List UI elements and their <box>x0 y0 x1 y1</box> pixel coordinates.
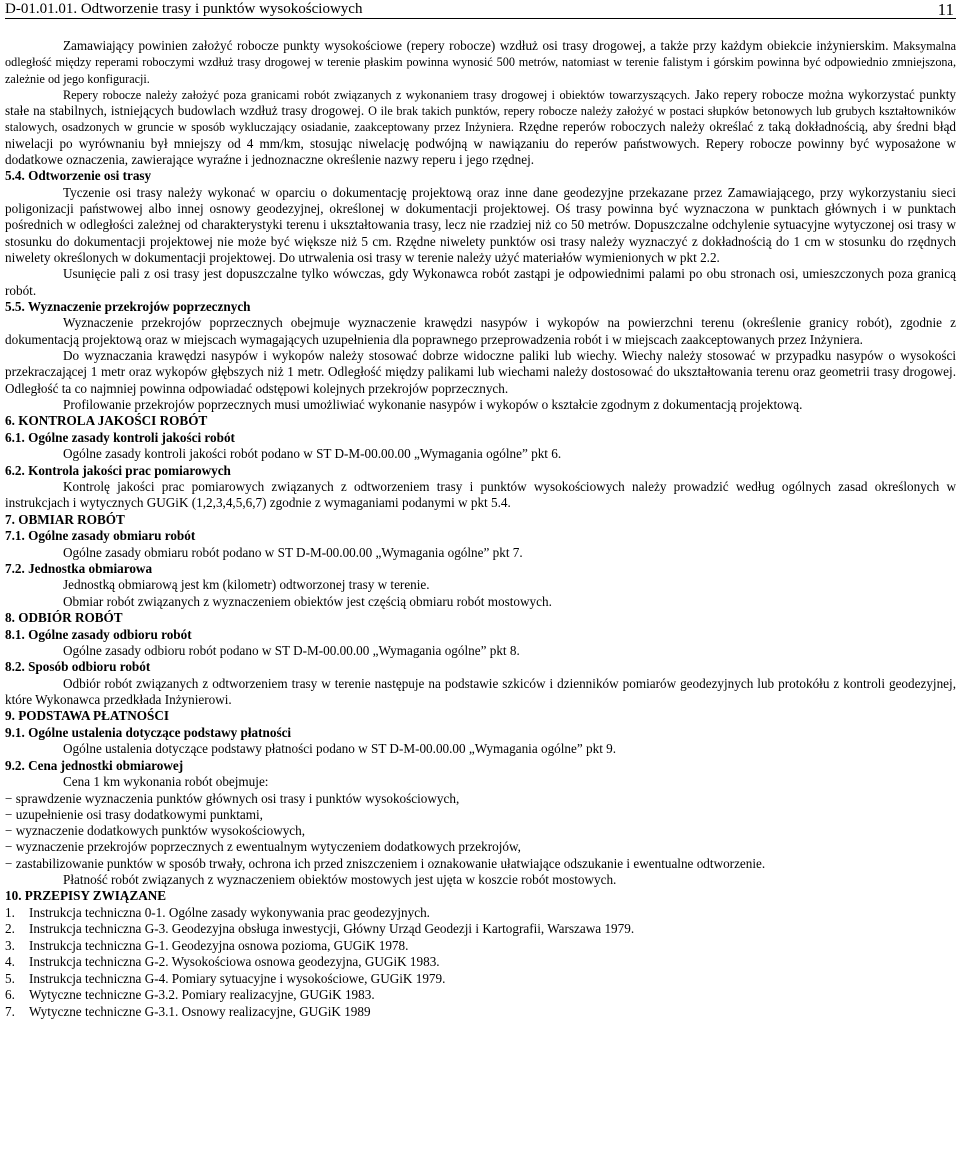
header-title: D-01.01.01. Odtworzenie trasy i punktów wysokościowych <box>5 1 363 17</box>
subsection-heading: 6.2. Kontrola jakości prac pomiarowych <box>5 462 231 478</box>
subsection-heading: 8.1. Ogólne zasady odbioru robót <box>5 626 192 642</box>
subsection-heading: 9.2. Cena jednostki obmiarowej <box>5 757 184 773</box>
paragraph: Płatność robót związanych z wyznaczeniem obiektów mostowych jest ujęta w koszcie robót mostowych. <box>63 871 617 887</box>
page-header <box>5 1 956 19</box>
paragraph: Repery robocze należy założyć poza granicami robót związanych z wykonaniem trasy drogowej i obiektów towarzyszących. Jako repery robocze można wykorzystać punkty stałe na stabilnych, istniejących budowlach wzdłuż trasy drogowej. O ile brak takich punktów, repery robocze należy założyć w postaci słupków betonowych lub grubych kształtowników stalowych, osadzonych w gruncie w sposób wykluczający osiadanie, zaakceptowany przez Inżyniera. Rzędne reperów roboczych należy określać z taką dokładnością, aby średni błąd niwelacji po wyrównaniu był mniejszy od 4 mm/km, stosując niwelację podwójną w nawiązaniu do reperów państwowych. Repery robocze powinny być wyposażone w dodatkowe oznaczenia, zawierające wyraźne i jednoznaczne określenie nazwy reperu i jego rzędnej. <box>5 86 957 168</box>
paragraph: Cena 1 km wykonania robót obejmuje: <box>63 774 269 790</box>
subsection-heading: 7.1. Ogólne zasady obmiaru robót <box>5 528 196 544</box>
section-heading: 7. OBMIAR ROBÓT <box>5 511 125 527</box>
section-heading: 8. ODBIÓR ROBÓT <box>5 610 123 626</box>
subsection-heading: 8.2. Sposób odbioru robót <box>5 659 151 675</box>
paragraph: Usunięcie pali z osi trasy jest dopuszczalne tylko wówczas, gdy Wykonawca robót zastąpi je odpowiednimi palami po obu stronach osi, umieszczonych poza granicą robót. <box>5 266 956 298</box>
reference-item: 3. Instrukcja techniczna G-1. Geodezyjna osnowa pozioma, GUGiK 1978. <box>5 937 409 953</box>
paragraph: Do wyznaczania krawędzi nasypów i wykopów należy stosować dobrze widoczne paliki lub wiechy. Wiechy należy stosować w przypadku nasypów o wysokości przekraczającej 1 metr oraz wykopów głębszych niż 1 metr. Odległość między palikami lub wiechami należy dostosować do ukształtowania terenu oraz geometrii trasy drogowej. Odległość ta co najmniej powinna odpowiadać odstępowi kolejnych przekrojów poprzecznych. <box>5 348 956 396</box>
paragraph: Profilowanie przekrojów poprzecznych musi umożliwiać wykonanie nasypów i wykopów o kształcie zgodnym z dokumentacją projektową. <box>63 396 803 412</box>
section-heading: 9. PODSTAWA PŁATNOŚCI <box>5 708 170 724</box>
list-item: − wyznaczenie przekrojów poprzecznych z ewentualnym wytyczeniem dodatkowych przekrojów, <box>5 839 521 855</box>
reference-item: 6. Wytyczne techniczne G-3.2. Pomiary realizacyjne, GUGiK 1983. <box>5 987 375 1003</box>
subsection-heading: 9.1. Ogólne ustalenia dotyczące podstawy płatności <box>5 724 292 740</box>
section-heading: 5.5. Wyznaczenie przekrojów poprzecznych <box>5 298 251 314</box>
subsection-heading: 7.2. Jednostka obmiarowa <box>5 560 153 576</box>
paragraph: Ogólne zasady obmiaru robót podano w ST D-M-00.00.00 „Wymagania ogólne” pkt 7. <box>63 544 523 560</box>
reference-item: 7. Wytyczne techniczne G-3.1. Osnowy realizacyjne, GUGiK 1989 <box>5 1003 371 1019</box>
list-item: − zastabilizowanie punktów w sposób trwały, ochrona ich przed zniszczeniem i oznakowanie ułatwiające odszukanie i ewentualne odtworzenie. <box>5 855 766 871</box>
paragraph: Jednostką obmiarową jest km (kilometr) odtworzonej trasy w terenie. <box>63 577 430 593</box>
section-heading: 6. KONTROLA JAKOŚCI ROBÓT <box>5 413 208 429</box>
paragraph: Zamawiający powinien założyć robocze punkty wysokościowe (repery robocze) wzdłuż osi trasy drogowej, a także przy każdym obiekcie inżynierskim. Maksymalna odległość między reperami roboczymi wzdłuż trasy drogowej w terenie płaskim powinna wynosić 500 metrów, natomiast w terenie falistym i górskim powinna być odpowiednio zmniejszona, zależnie od jego konfiguracji. <box>5 38 956 86</box>
document-body <box>5 38 956 1020</box>
paragraph: Tyczenie osi trasy należy wykonać w oparciu o dokumentację projektową oraz inne dane geodezyjne przekazane przez Zamawiającego, przy wykorzystaniu sieci poligonizacji państwowej albo innej osnowy geodezyjnej, określonej w dokumentacji projektowej. Oś trasy powinna być wyznaczona w punktach głównych i w punktach pośrednich w odległości zależnej od charakterystyki terenu i ukształtowania trasy, lecz nie rzadziej niż co 50 metrów. Dopuszczalne odchylenie sytuacyjne wytyczonej osi trasy w stosunku do dokumentacji projektowej nie może być większe niż 5 cm. Rzędne niwelety punktów osi trasy należy wyznaczyć z dokładnością do 1 cm w stosunku do rzędnych niwelety określonych w dokumentacji projektowej. Do utrwalenia osi trasy w terenie należy użyć materiałów wymienionych w pkt 2.2. <box>5 184 956 266</box>
paragraph: Kontrolę jakości prac pomiarowych związanych z odtworzeniem trasy i punktów wysokościowych należy prowadzić według ogólnych zasad określonych w instrukcjach i wytycznych GUGiK (1,2,3,4,5,6,7) zgodnie z wymaganiami podanymi w pkt 5.4. <box>5 479 956 511</box>
reference-item: 4. Instrukcja techniczna G-2. Wysokościowa osnowa geodezyjna, GUGiK 1983. <box>5 954 440 970</box>
list-item: − wyznaczenie dodatkowych punktów wysokościowych, <box>5 823 306 839</box>
reference-item: 1. Instrukcja techniczna 0-1. Ogólne zasady wykonywania prac geodezyjnych. <box>5 904 430 920</box>
list-item: − sprawdzenie wyznaczenia punktów głównych osi trasy i punktów wysokościowych, <box>5 790 460 806</box>
reference-item: 5. Instrukcja techniczna G-4. Pomiary sytuacyjne i wysokościowe, GUGiK 1979. <box>5 970 446 986</box>
section-heading: 5.4. Odtworzenie osi trasy <box>5 168 152 184</box>
section-heading: 10. PRZEPISY ZWIĄZANE <box>5 888 167 904</box>
paragraph: Ogólne ustalenia dotyczące podstawy płatności podano w ST D-M-00.00.00 „Wymagania ogólne” pkt 9. <box>63 741 617 757</box>
paragraph: Wyznaczenie przekrojów poprzecznych obejmuje wyznaczenie krawędzi nasypów i wykopów na powierzchni terenu (określenie granicy robót), zgodnie z dokumentacją projektową oraz w miejscach wymagających uzupełnienia dla poprawnego przeprowadzenia robót i w miejscach zaakceptowanych przez Inżyniera. <box>5 315 956 347</box>
paragraph: Ogólne zasady kontroli jakości robót podano w ST D-M-00.00.00 „Wymagania ogólne” pkt 6. <box>63 446 562 462</box>
references-list <box>5 905 956 1021</box>
reference-item: 2. Instrukcja techniczna G-3. Geodezyjna obsługa inwestycji, Główny Urząd Geodezji i Kartografii, Warszawa 1979. <box>5 921 635 937</box>
paragraph: Obmiar robót związanych z wyznaczeniem obiektów jest częścią obmiaru robót mostowych. <box>63 593 552 609</box>
page-number: 11 <box>937 0 954 19</box>
paragraph: Ogólne zasady odbioru robót podano w ST D-M-00.00.00 „Wymagania ogólne” pkt 8. <box>63 643 520 659</box>
list-item: − uzupełnienie osi trasy dodatkowymi punktami, <box>5 806 263 822</box>
cost-items-list <box>5 791 956 872</box>
subsection-heading: 6.1. Ogólne zasady kontroli jakości robót <box>5 429 235 445</box>
paragraph: Odbiór robót związanych z odtworzeniem trasy w terenie następuje na podstawie szkiców i dzienników pomiarów geodezyjnych lub protokółu z kontroli geodezyjnej, które Wykonawca przedkłada Inżynierowi. <box>5 675 956 708</box>
